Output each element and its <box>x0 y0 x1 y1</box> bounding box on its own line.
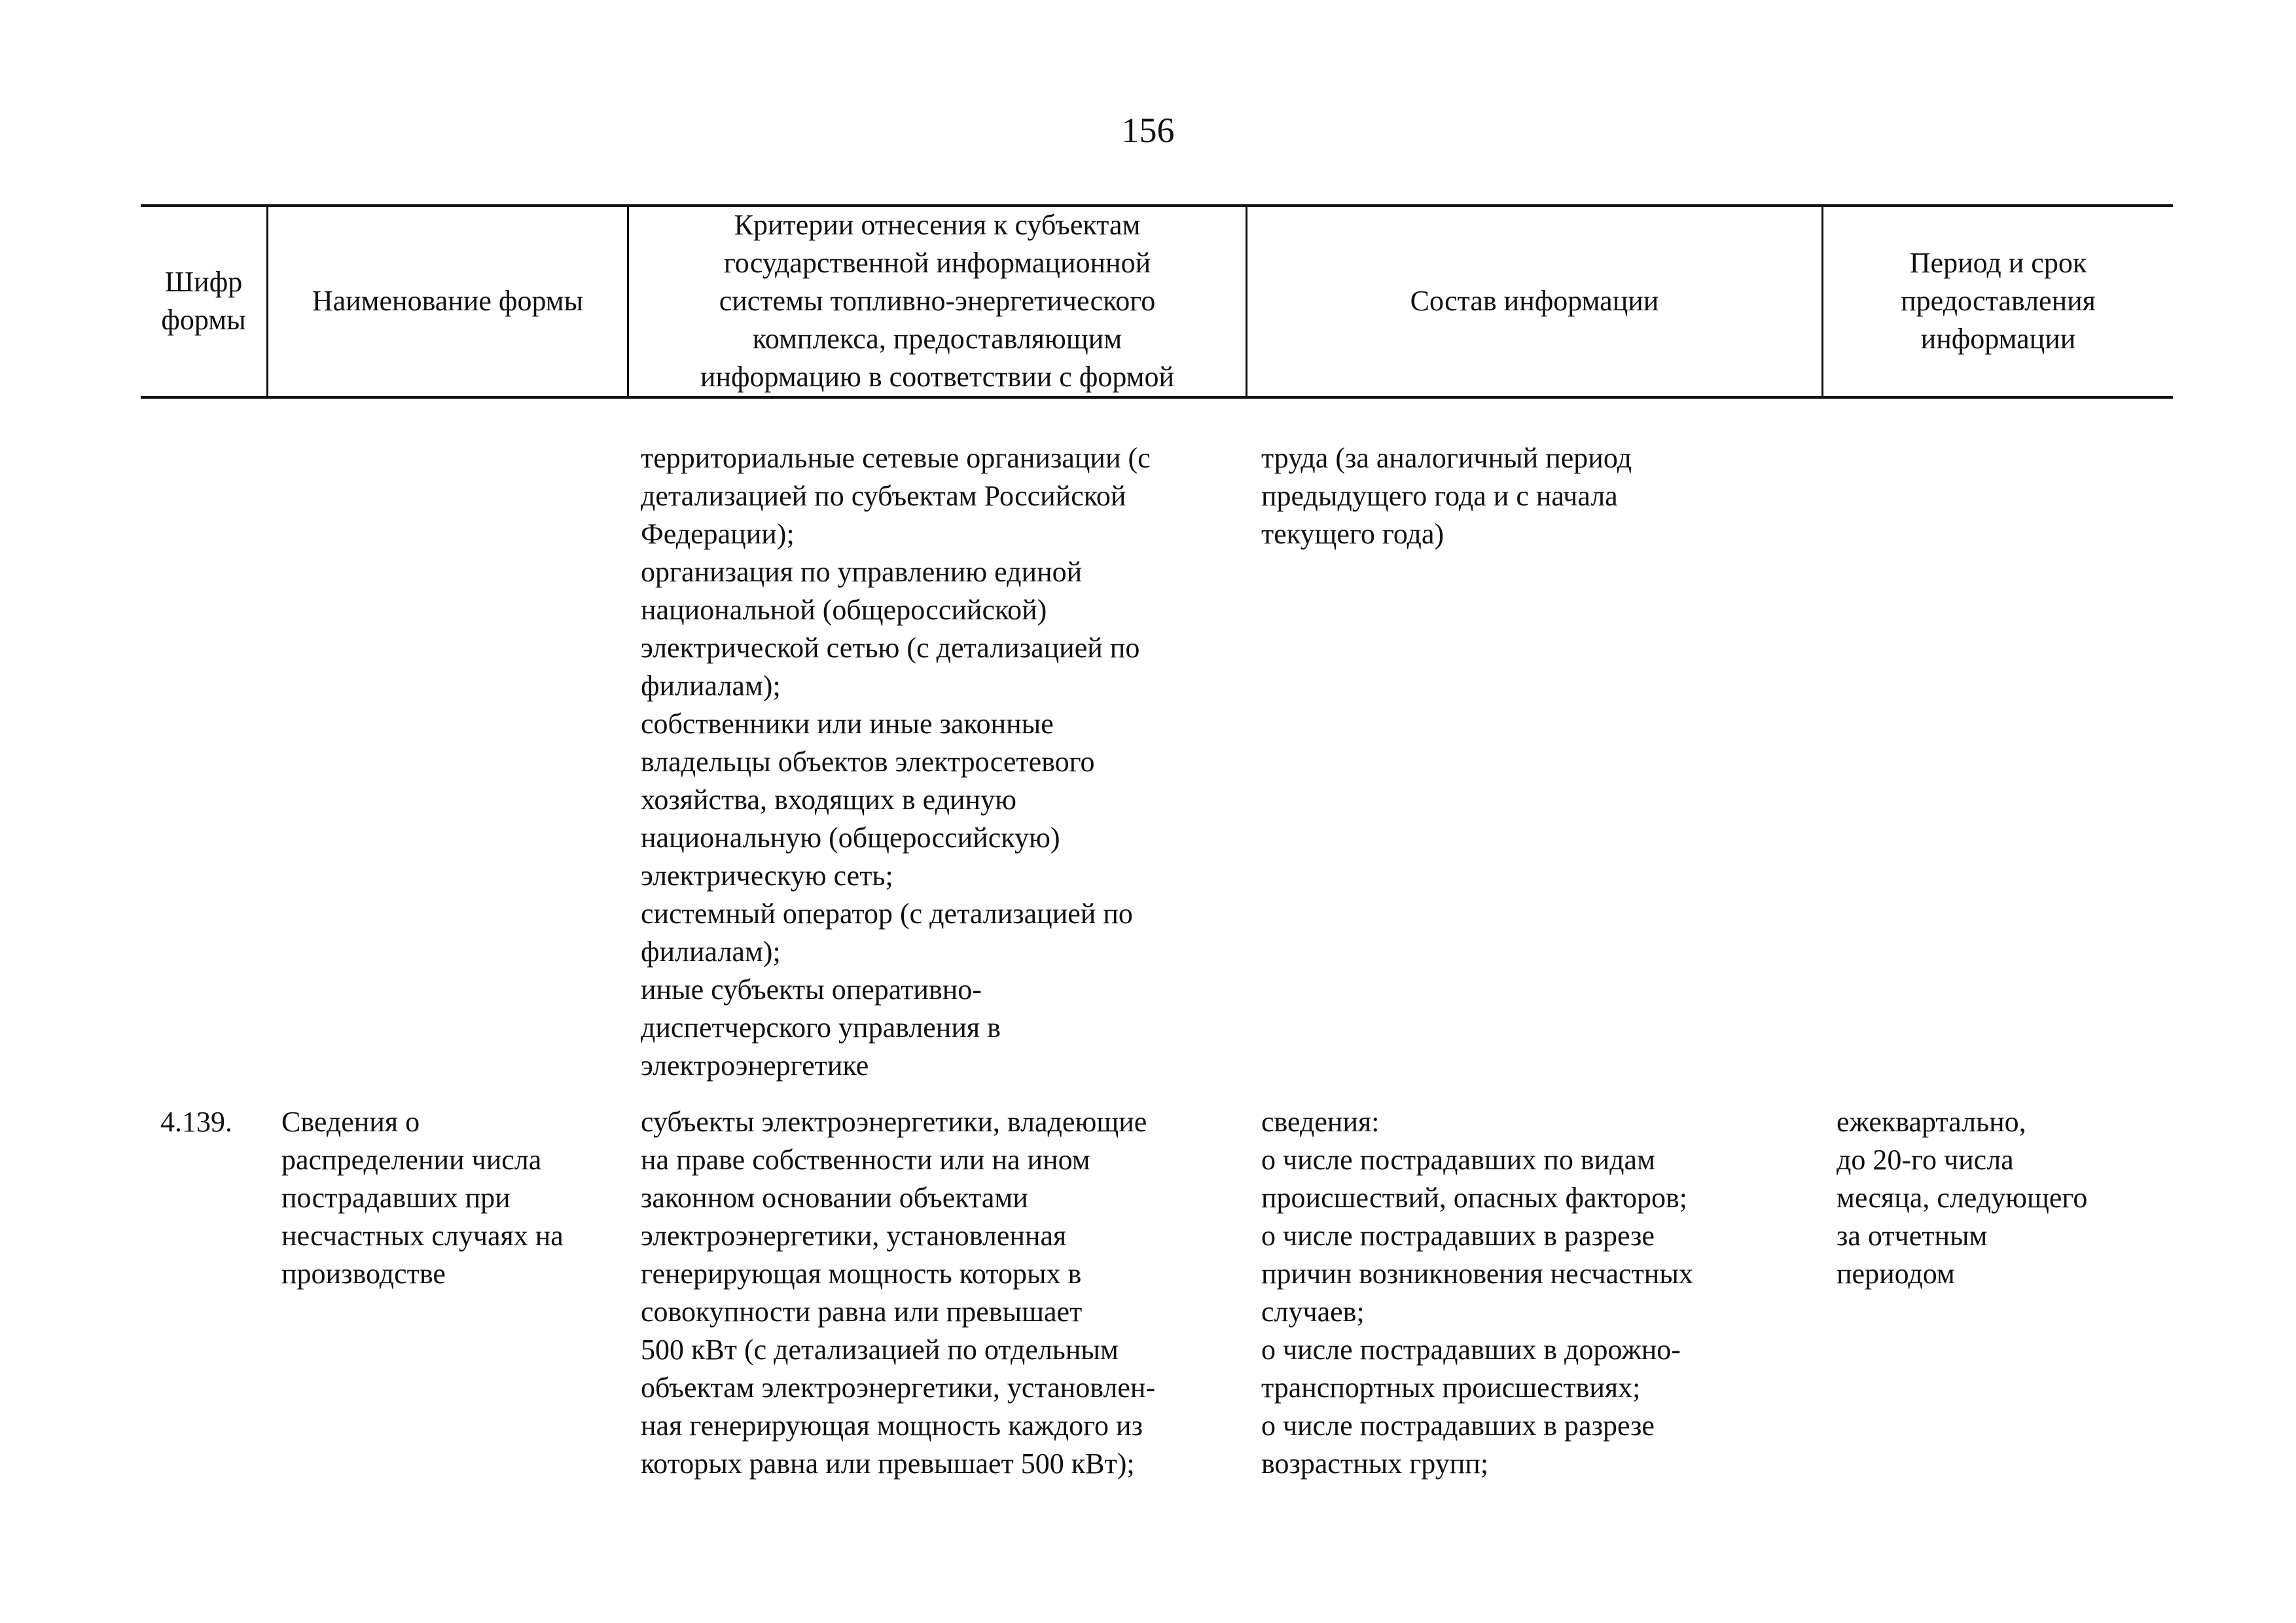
row-criteria: субъекты электроэнергетики, владеющие на праве собственности или на ином законном основании объектами электроэнергетики, установленная генерирующая мощность которых в совокупности равна или превышает 500 кВт (с детализацией по отдельным объектам электроэнергетики, установлен- ная генерирующая мощность каждого из которых равна или превышает 500 кВт); <box>641 1106 1156 1480</box>
row-form-name: Сведения о распределении числа пострадавших при несчастных случаях на производстве <box>281 1106 564 1290</box>
header-composition: Состав информации <box>1410 285 1659 317</box>
header-criteria: Критерии отнесения к субъектам государственной информационной системы топливно-энергетического комплекса, предоставляющим информацию в соответствии с формой <box>700 209 1175 393</box>
continuation-criteria: территориальные сетевые организации (с детализацией по субъектам Российской Федерации); организация по управлению единой национальной (общероссийской) электрической сетью (с детализацией по филиалам); собственники или иные законные владельцы объектов электросетевого хозяйства, входящих в единую национальную (общероссийскую) электрическую сеть; системный оператор (с детализацией по филиалам); иные субъекты оперативно- диспетчерского управления в электроэнергетике <box>641 442 1151 1082</box>
row-composition: сведения: о числе пострадавших по видам происшествий, опасных факторов; о числе пострадавших в разрезе причин возникновения несчастных случаев; о числе пострадавших в дорожно- транспортных происшествиях; о числе пострадавших в разрезе возрастных групп; <box>1261 1106 1693 1480</box>
page-number: 156 <box>1121 111 1175 150</box>
header-form-name: Наименование формы <box>312 285 584 317</box>
header-code: Шифр формы <box>161 266 246 336</box>
continuation-composition: труда (за аналогичный период предыдущего года и с начала текущего года) <box>1261 442 1632 550</box>
header-period: Период и срок предоставления информации <box>1901 247 2096 355</box>
row-code: 4.139. <box>160 1106 232 1138</box>
header-bottom-rule <box>141 396 2173 399</box>
row-period: ежеквартально, до 20-го числа месяца, следующего за отчетным периодом <box>1837 1106 2088 1290</box>
